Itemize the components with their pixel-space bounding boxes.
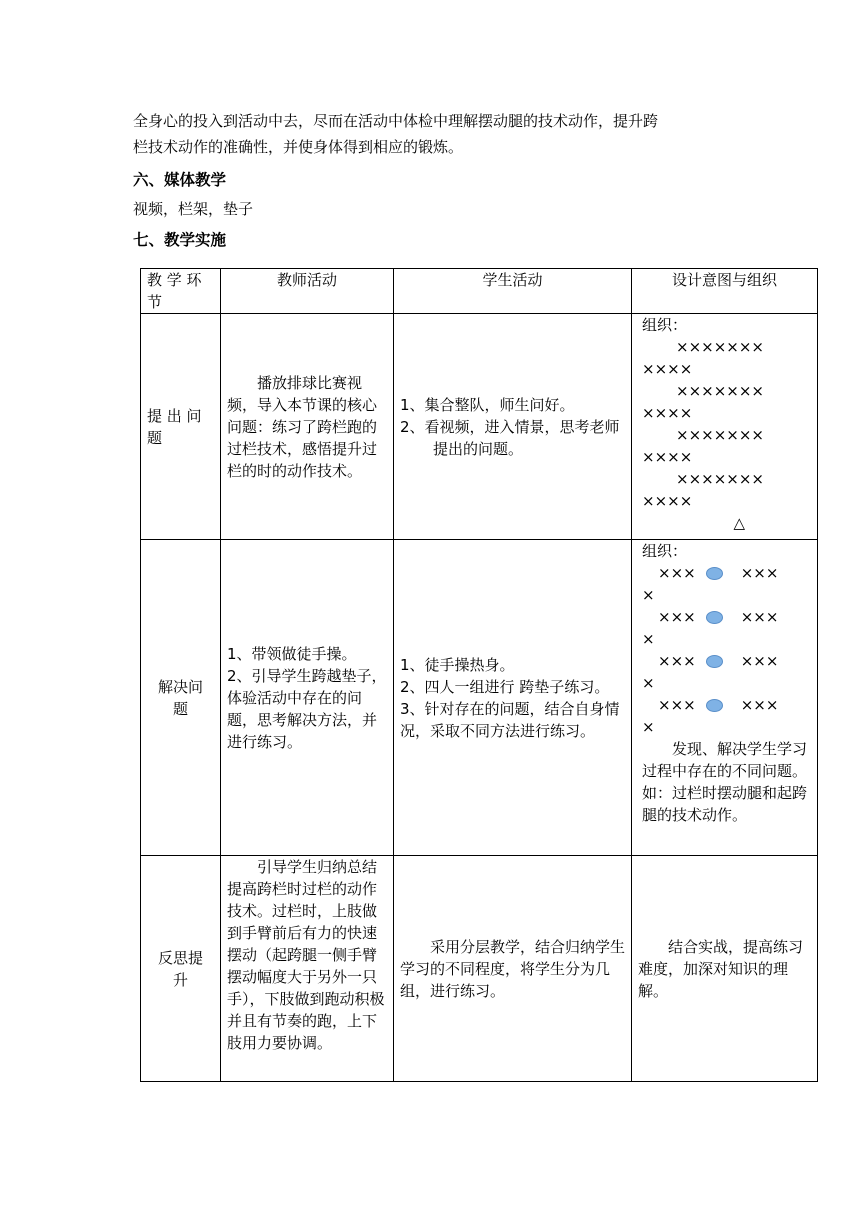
row2-org-wrap-1: × [642, 586, 655, 604]
intro-line-1: 全身心的投入到活动中去，尽而在活动中体检中理解摆动腿的技术动作，提升跨 [133, 112, 659, 130]
row2-pair3-left: ××× [658, 652, 696, 670]
table-row [141, 540, 818, 856]
section6-content: 视频，栏架，垫子 [133, 200, 254, 218]
row1-org-line-8: ×××× [642, 492, 693, 510]
mat-circle-icon [706, 567, 723, 580]
table-header-row [141, 269, 818, 314]
row2-pair3-right: ××× [740, 652, 779, 670]
row1-org-line-5: ××××××× [676, 426, 764, 444]
row2-org-wrap-4: × [642, 718, 655, 736]
row3-stage [141, 856, 221, 1082]
row1-design [632, 314, 818, 540]
row1-org-label: 组织： [642, 316, 688, 334]
row1-org-line-3: ××××××× [676, 382, 764, 400]
row2-stage-line1: 解决问 [157, 677, 203, 696]
row2-org-wrap-3: × [642, 674, 655, 692]
header-design: 设计意图与组织 [632, 269, 818, 314]
header-stage-line1: 教 学 环 [147, 271, 202, 289]
header-teacher: 教师活动 [221, 269, 394, 314]
mat-circle-icon [706, 611, 723, 624]
row2-org-pair-2 [642, 606, 811, 628]
row2-student-item-1: 1、徒手操热身。 [400, 655, 515, 674]
row2-org-pair-4 [642, 694, 811, 716]
row2-org-wrap-2: × [642, 630, 655, 648]
row3-stage-line1: 反思提 [157, 948, 203, 967]
row1-teacher: 播放排球比赛视频，导入本节课的核心问题：练习了跨栏跑的过栏技术，感悟提升过栏的时的动作技术。 [221, 314, 394, 540]
row2-stage-line2: 题 [172, 699, 188, 718]
row1-org-line-4: ×××× [642, 404, 693, 422]
header-student: 学生活动 [394, 269, 632, 314]
row2-student [394, 540, 632, 856]
table-row [141, 856, 818, 1082]
intro-line-2: 栏技术动作的准确性，并使身体得到相应的锻炼。 [133, 138, 464, 156]
row1-org-line-1: ××××××× [676, 338, 764, 356]
mat-circle-icon [706, 655, 723, 668]
teacher-position-triangle-icon: △ [733, 514, 745, 532]
row1-stage [141, 314, 221, 540]
section7-heading: 七、教学实施 [133, 231, 227, 249]
row2-org-pair-1 [642, 562, 811, 584]
row2-pair2-left: ××× [658, 608, 696, 626]
row3-student: 采用分层教学，结合归纳学生学习的不同程度，将学生分为几组，进行练习。 [394, 856, 632, 1082]
table-row [141, 314, 818, 540]
header-stage-line2: 节 [147, 293, 163, 311]
row3-teacher: 引导学生归纳总结提高跨栏时过栏的动作技术。过栏时，上肢做到手臂前后有力的快速摆动（起跨腿一侧手臂摆动幅度大于另外一只手），下肢做到跑动积极并且有节奏的跑，上下肢用力要协调。 [221, 856, 394, 1082]
row2-design-text: 发现、解决学生学习过程中存在的不同问题。如：过栏时摆动腿和起跨腿的技术动作。 [642, 740, 808, 824]
row3-stage-line2: 升 [172, 970, 188, 989]
row2-teacher [221, 540, 394, 856]
row2-design [632, 540, 818, 856]
row2-org-pair-3 [642, 650, 811, 672]
row1-student-item-1: 1、集合整队，师生问好。 [400, 395, 575, 414]
header-stage [141, 269, 221, 314]
row2-pair1-left: ××× [658, 564, 696, 582]
row1-org-line-6: ×××× [642, 448, 693, 466]
section6-heading: 六、媒体教学 [133, 171, 227, 189]
row1-stage-line1: 提 出 问 [147, 406, 202, 425]
row2-pair1-right: ××× [740, 564, 779, 582]
row2-student-item-2: 2、四人一组进行 跨垫子练习。 [400, 677, 610, 696]
mat-circle-icon [706, 699, 723, 712]
row2-teacher-item-2: 2、引导学生跨越垫子，体验活动中存在的问题，思考解决方法，并进行练习。 [227, 666, 387, 751]
row1-student [394, 314, 632, 540]
row1-stage-line2: 题 [147, 428, 163, 447]
row2-pair4-right: ××× [740, 696, 779, 714]
row3-design: 结合实战，提高练习难度，加深对知识的理解。 [632, 856, 818, 1082]
row2-org-label: 组织： [642, 542, 688, 560]
row1-org-line-7: ××××××× [676, 470, 764, 488]
row1-org-line-2: ×××× [642, 360, 693, 378]
row2-student-item-3: 3、针对存在的问题，结合自身情况，采取不同方法进行练习。 [400, 699, 620, 740]
row2-pair2-right: ××× [740, 608, 779, 626]
row1-student-item-2: 2、看视频，进入情景，思考老师提出的问题。 [400, 417, 620, 458]
row2-stage [141, 540, 221, 856]
teaching-table [140, 268, 818, 1082]
row2-teacher-item-1: 1、带领做徒手操。 [227, 644, 357, 663]
row2-pair4-left: ××× [658, 696, 696, 714]
intro-paragraph [133, 108, 753, 160]
